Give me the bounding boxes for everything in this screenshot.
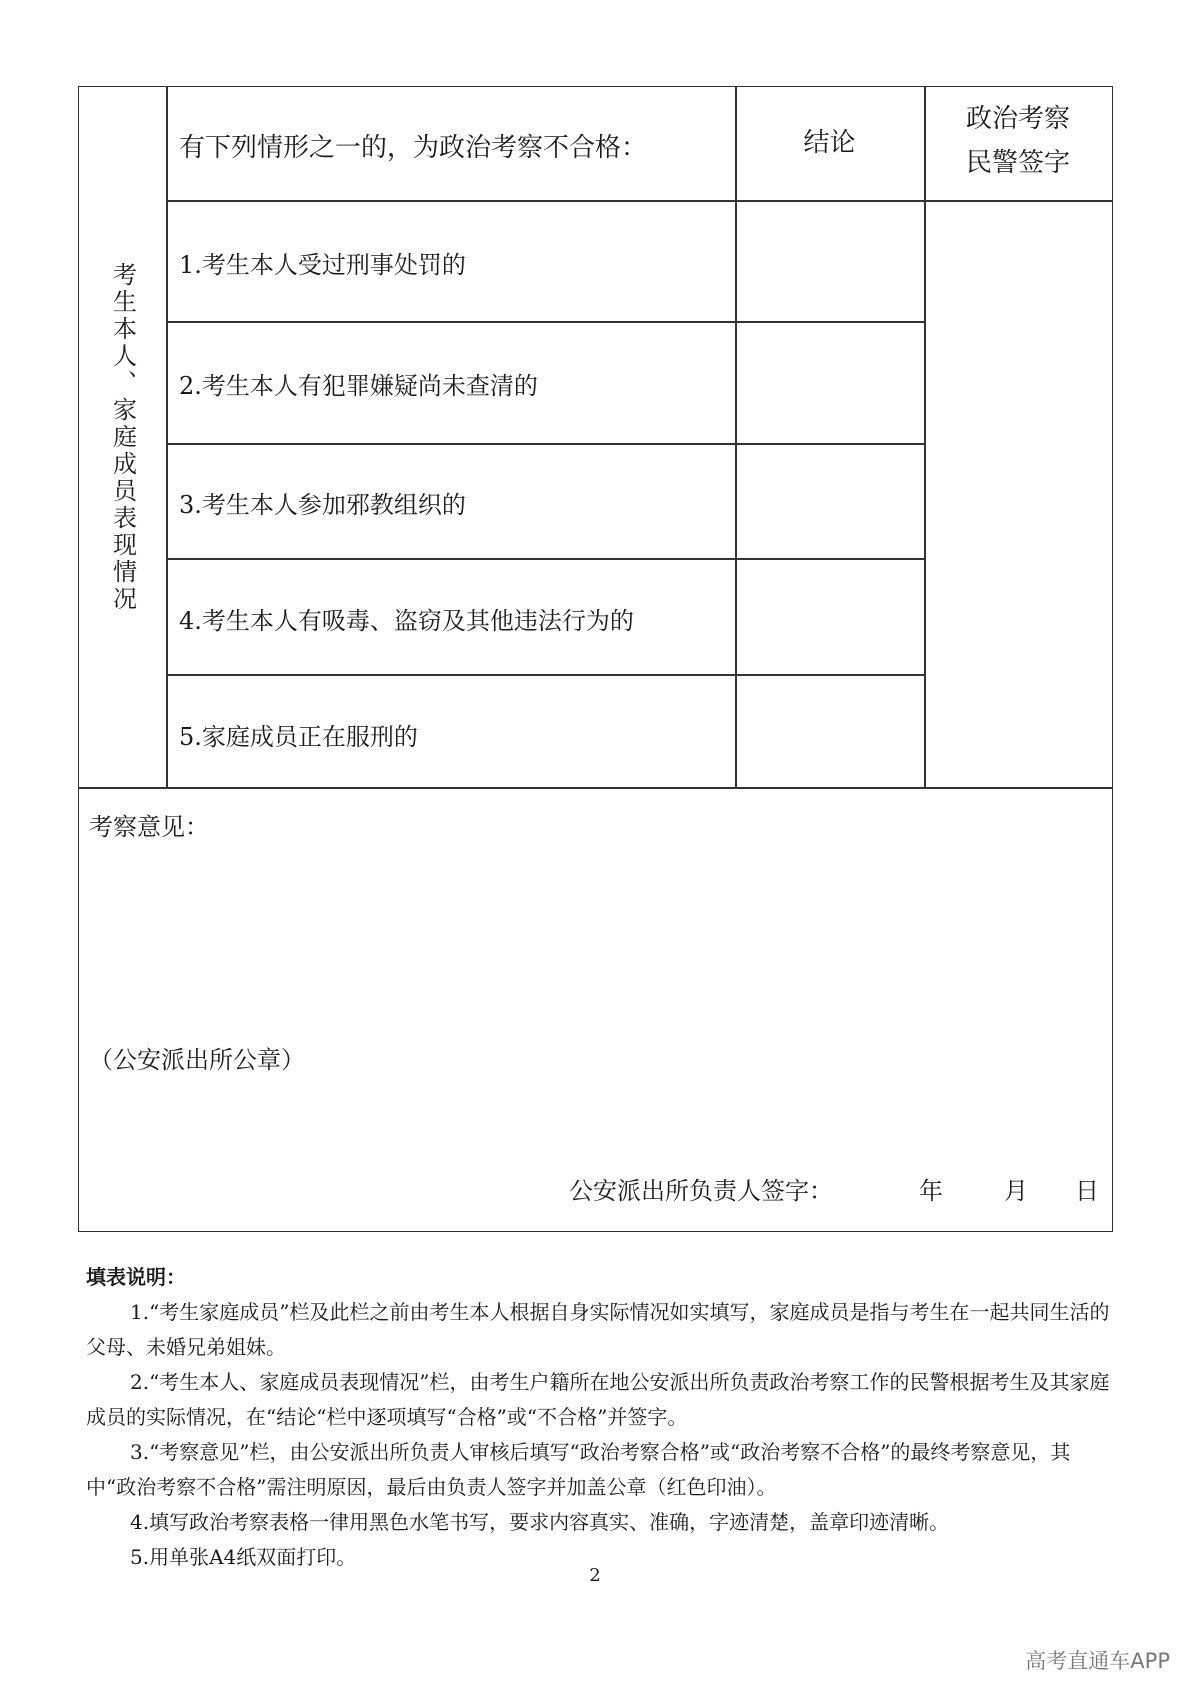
- row-divider-header: [166, 200, 1112, 202]
- seal-label: （公安派出所公章）: [89, 1046, 305, 1074]
- note-item-1: 1.“考生家庭成员”栏及此栏之前由考生本人根据自身实际情况如实填写，家庭成员是指与考生在一起共同生活的父母、未婚兄弟姐妹。: [86, 1300, 1110, 1359]
- item-row-2: 2.考生本人有犯罪嫌疑尚未查清的: [179, 372, 538, 400]
- opinion-cell: [79, 787, 1112, 1233]
- side-label-cell: [79, 87, 167, 787]
- notes-title: 填表说明：: [86, 1265, 186, 1289]
- row-divider-4: [166, 674, 924, 676]
- date-year: 年: [919, 1177, 943, 1205]
- header-item-text: 有下列情形之一的，为政治考察不合格：: [179, 133, 648, 163]
- opinion-label: 考察意见：: [89, 813, 209, 841]
- col-divider-officer: [924, 87, 926, 787]
- col-divider-conclusion: [735, 87, 737, 787]
- side-label: 考生本人、家庭成员表现情况: [108, 261, 137, 613]
- page-number: 2: [589, 1565, 601, 1586]
- political-review-form-table: [78, 86, 1113, 1232]
- row-divider-2: [166, 443, 924, 445]
- watermark-text: 高考直通车APP: [1025, 1649, 1170, 1673]
- date-day: 日: [1075, 1177, 1099, 1205]
- item-row-5: 5.家庭成员正在服刑的: [179, 723, 418, 751]
- note-item-3: 3.“考察意见”栏，由公安派出所负责人审核后填写“政治考察合格”或“政治考察不合格”的最终考察意见，其中“政治考察不合格”需注明原因，最后由负责人签字并加盖公章（红色印油）。: [86, 1440, 1071, 1499]
- item-row-3: 3.考生本人参加邪教组织的: [179, 491, 466, 519]
- row-divider-1: [166, 321, 924, 323]
- note-item-2: 2.“考生本人、家庭成员表现情况”栏，由考生户籍所在地公安派出所负责政治考察工作的民警根据考生及其家庭成员的实际情况，在“结论“栏中逐项填写“合格”或“不合格”并签字。: [86, 1370, 1110, 1429]
- header-officer-line2: 民警签字: [965, 148, 1070, 178]
- note-item-4: 4.填写政治考察表格一律用黑色水笔书写，要求内容真实、准确，字迹清楚，盖章印迹清晰。: [130, 1510, 950, 1534]
- signature-label: 公安派出所负责人签字：: [569, 1177, 833, 1205]
- filling-instructions: [86, 1260, 1116, 1575]
- note-item-5: 5.用单张A4纸双面打印。: [130, 1545, 357, 1569]
- header-officer-line1: 政治考察: [965, 104, 1070, 134]
- header-conclusion: 结论: [803, 128, 856, 158]
- item-row-4: 4.考生本人有吸毒、盗窃及其他违法行为的: [179, 607, 634, 635]
- date-month: 月: [1004, 1177, 1028, 1205]
- row-divider-3: [166, 558, 924, 560]
- item-row-1: 1.考生本人受过刑事处罚的: [179, 251, 466, 279]
